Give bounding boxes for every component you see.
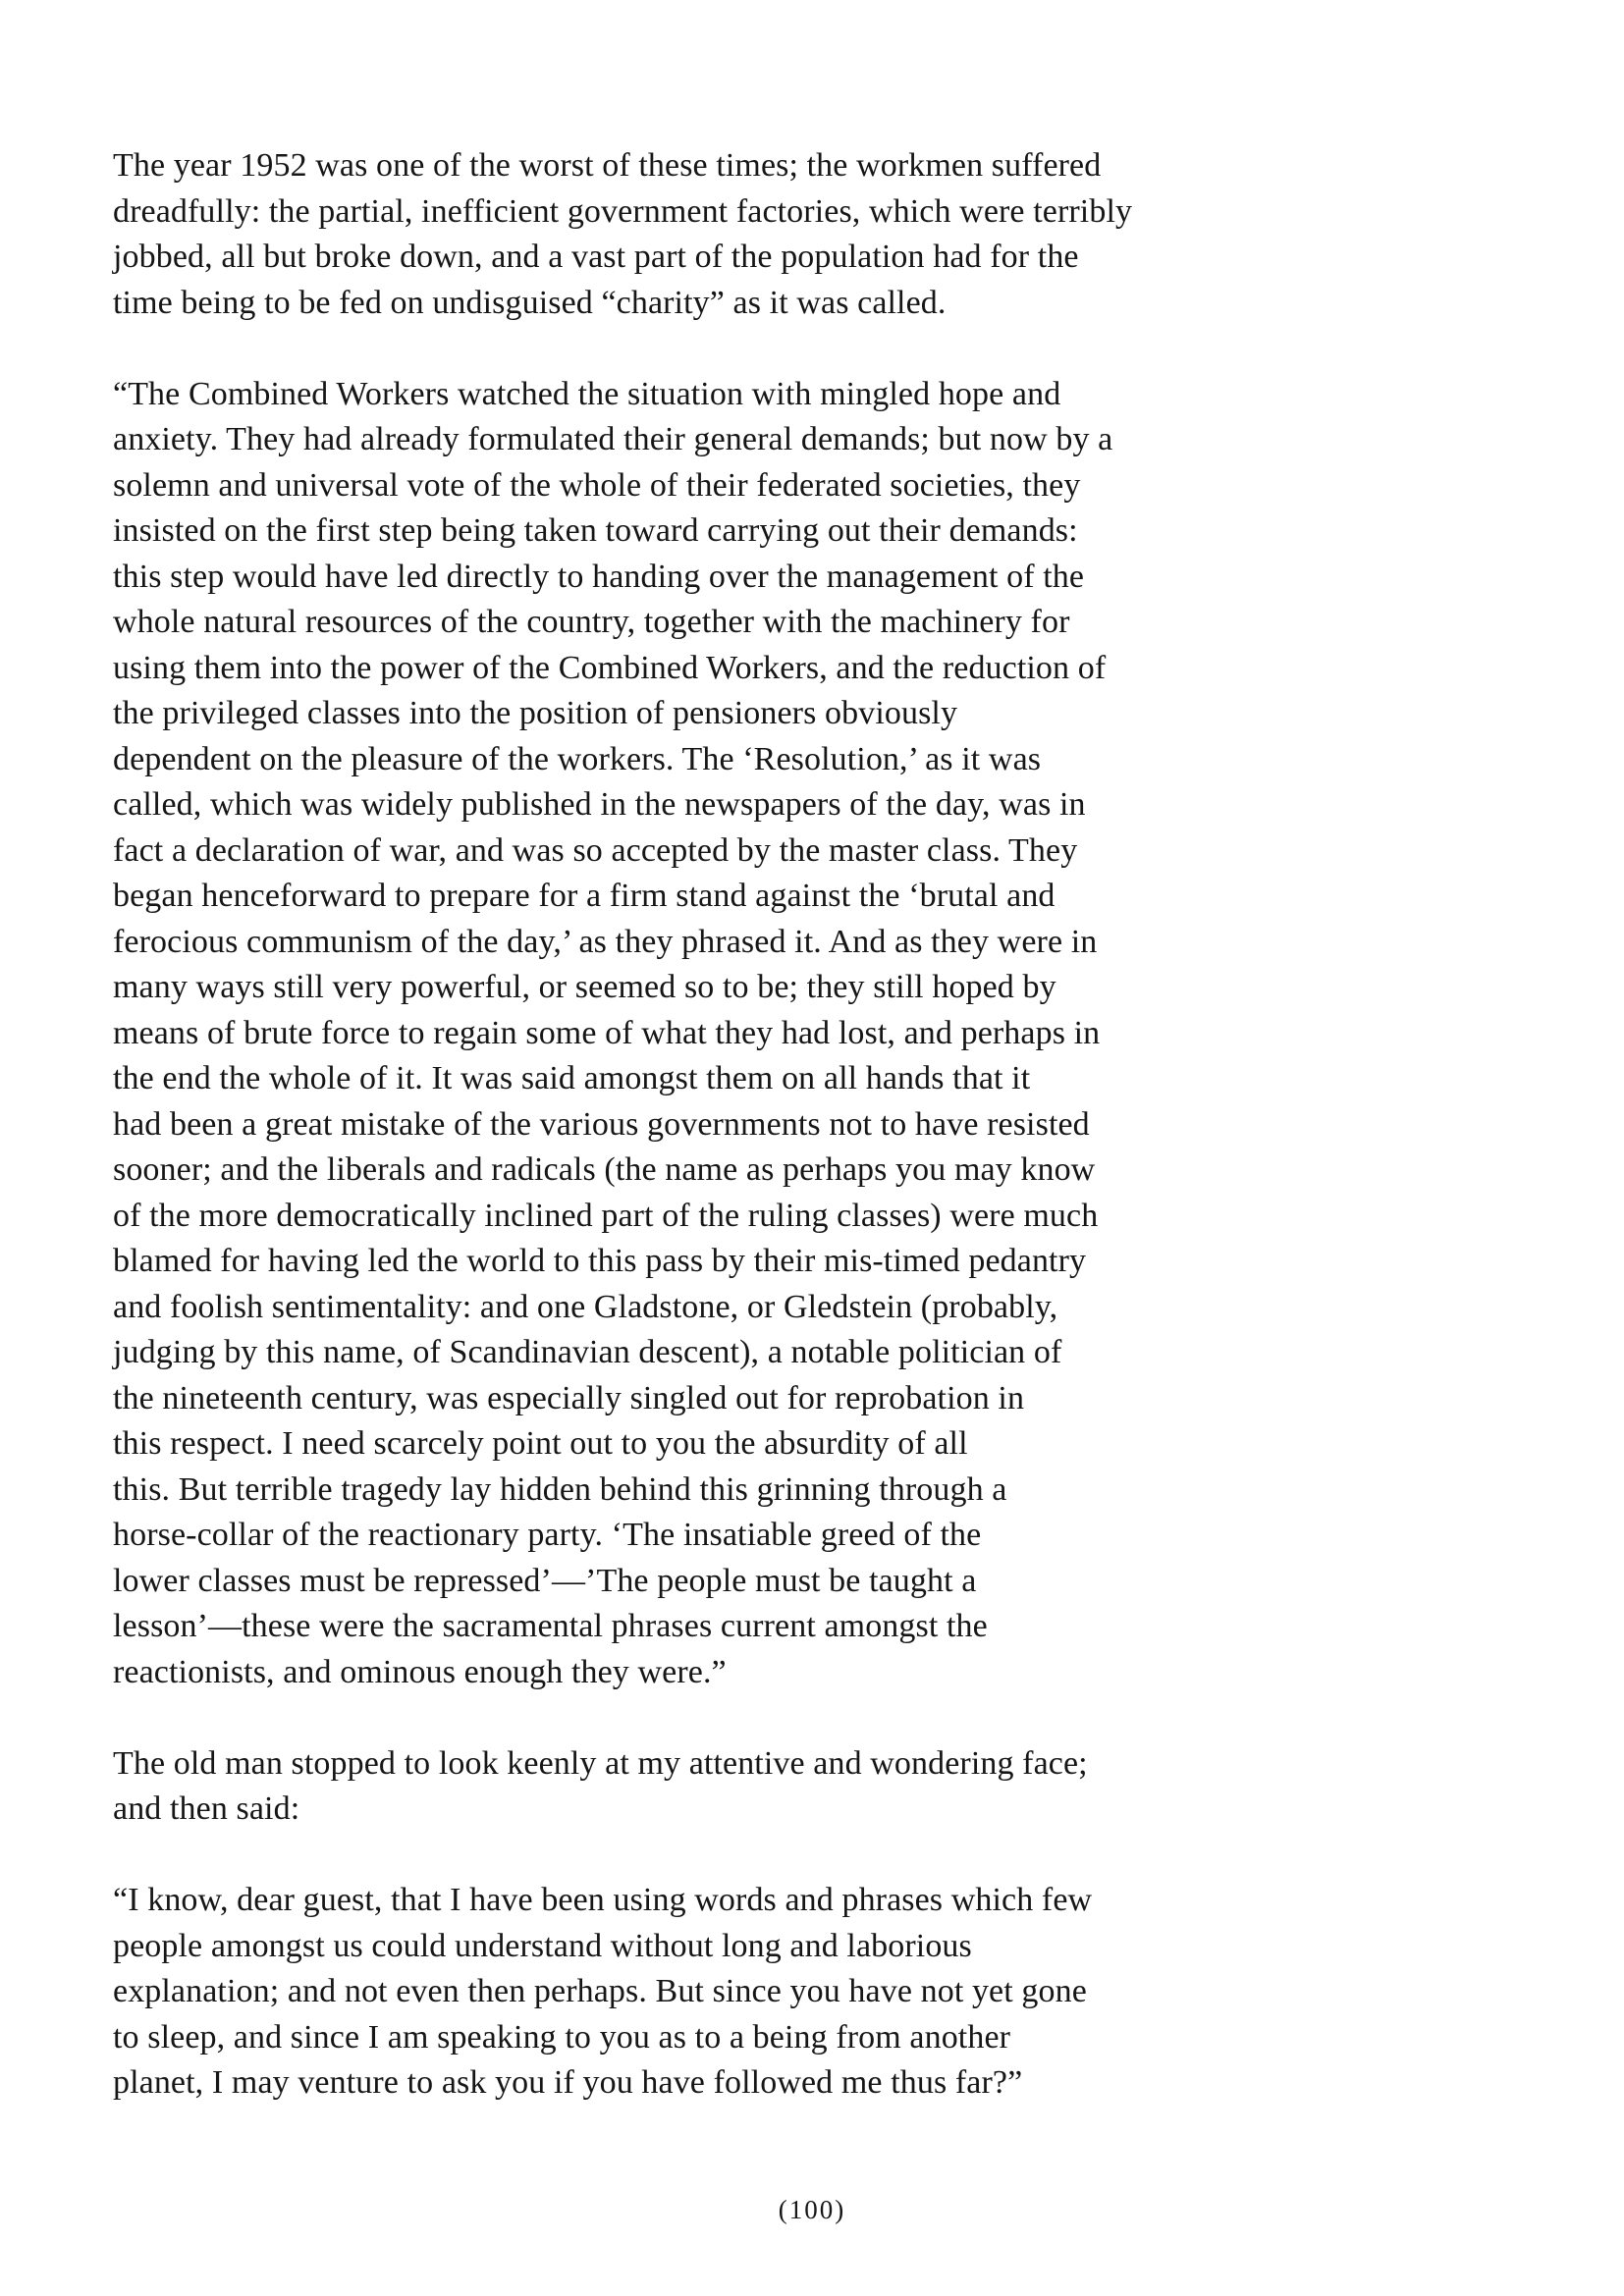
text-line: reactionists, and ominous enough they were.”	[113, 1653, 727, 1690]
text-line: jobbed, all but broke down, and a vast part of the population had for the	[113, 239, 1079, 275]
paragraph	[113, 143, 1517, 326]
text-line: lower classes must be repressed’—’The people must be taught a	[113, 1562, 977, 1599]
text-line: the nineteenth century, was especially singled out for reprobation in	[113, 1379, 1025, 1416]
text-line: using them into the power of the Combined Workers, and the reduction of	[113, 649, 1107, 686]
text-line: “I know, dear guest, that I have been using words and phrases which few	[113, 1882, 1093, 1918]
text-line: horse-collar of the reactionary party. ‘The insatiable greed of the	[113, 1517, 982, 1553]
text-line: time being to be fed on undisguised “charity” as it was called.	[113, 284, 947, 321]
text-line: this step would have led directly to handing over the management of the	[113, 558, 1085, 595]
text-line: this respect. I need scarcely point out to you the absurdity of all	[113, 1425, 968, 1462]
text-line: dreadfully: the partial, inefficient government factories, which were terribly	[113, 192, 1133, 230]
text-line: began henceforward to prepare for a firm stand against the ‘brutal and	[113, 878, 1056, 914]
text-line: The year 1952 was one of the worst of these times; the workmen suffered	[113, 147, 1102, 184]
page-number: (100)	[778, 2195, 846, 2224]
text-line: had been a great mistake of the various governments not to have resisted	[113, 1105, 1090, 1143]
text-line: people amongst us could understand without long and laborious	[113, 1927, 972, 1964]
text-line: dependent on the pleasure of the workers. The ‘Resolution,’ as it was	[113, 740, 1042, 777]
text-line: explanation; and not even then perhaps. But since you have not yet gone	[113, 1973, 1087, 2009]
text-line: insisted on the first step being taken toward carrying out their demands:	[113, 512, 1078, 549]
text-line: and foolish sentimentality: and one Gladstone, or Gledstein (probably,	[113, 1288, 1058, 1325]
text-line: planet, I may venture to ask you if you have followed me thus far?”	[113, 2064, 1023, 2101]
text-line: means of brute force to regain some of what they had lost, and perhaps in	[113, 1014, 1101, 1051]
text-line: to sleep, and since I am speaking to you as to a being from another	[113, 2018, 1011, 2056]
text-line: sooner; and the liberals and radicals (the name as perhaps you may know	[113, 1151, 1096, 1188]
paragraph	[113, 1878, 1517, 2107]
paragraph	[113, 372, 1517, 1696]
text-line: blamed for having led the world to this pass by their mis-timed pedantry	[113, 1243, 1087, 1279]
text-line: this. But terrible tragedy lay hidden behind this grinning through a	[113, 1470, 1007, 1508]
text-line: ferocious communism of the day,’ as they phrased it. And as they were in	[113, 923, 1098, 960]
text-line: lesson’—these were the sacramental phrases current amongst the	[113, 1608, 988, 1644]
paragraph	[113, 1741, 1517, 1833]
text-line: called, which was widely published in the newspapers of the day, was in	[113, 786, 1086, 823]
text-line: and then said:	[113, 1790, 300, 1827]
text-line: the end the whole of it. It was said amongst them on all hands that it	[113, 1060, 1031, 1096]
text-line: fact a declaration of war, and was so accepted by the master class. They	[113, 831, 1078, 869]
text-line: many ways still very powerful, or seemed so to be; they still hoped by	[113, 969, 1056, 1005]
text-line: solemn and universal vote of the whole of their federated societies, they	[113, 466, 1081, 504]
text-line: “The Combined Workers watched the situation with mingled hope and	[113, 375, 1061, 412]
text-line: anxiety. They had already formulated their general demands; but now by a	[113, 421, 1113, 457]
text-line: of the more democratically inclined part of the ruling classes) were much	[113, 1197, 1099, 1234]
text-line: The old man stopped to look keenly at my attentive and wondering face;	[113, 1744, 1088, 1782]
page-text	[113, 143, 1517, 2107]
text-line: the privileged classes into the position of pensioners obviously	[113, 695, 958, 731]
text-line: whole natural resources of the country, together with the machinery for	[113, 604, 1070, 640]
text-line: judging by this name, of Scandinavian descent), a notable politician of	[113, 1334, 1062, 1370]
